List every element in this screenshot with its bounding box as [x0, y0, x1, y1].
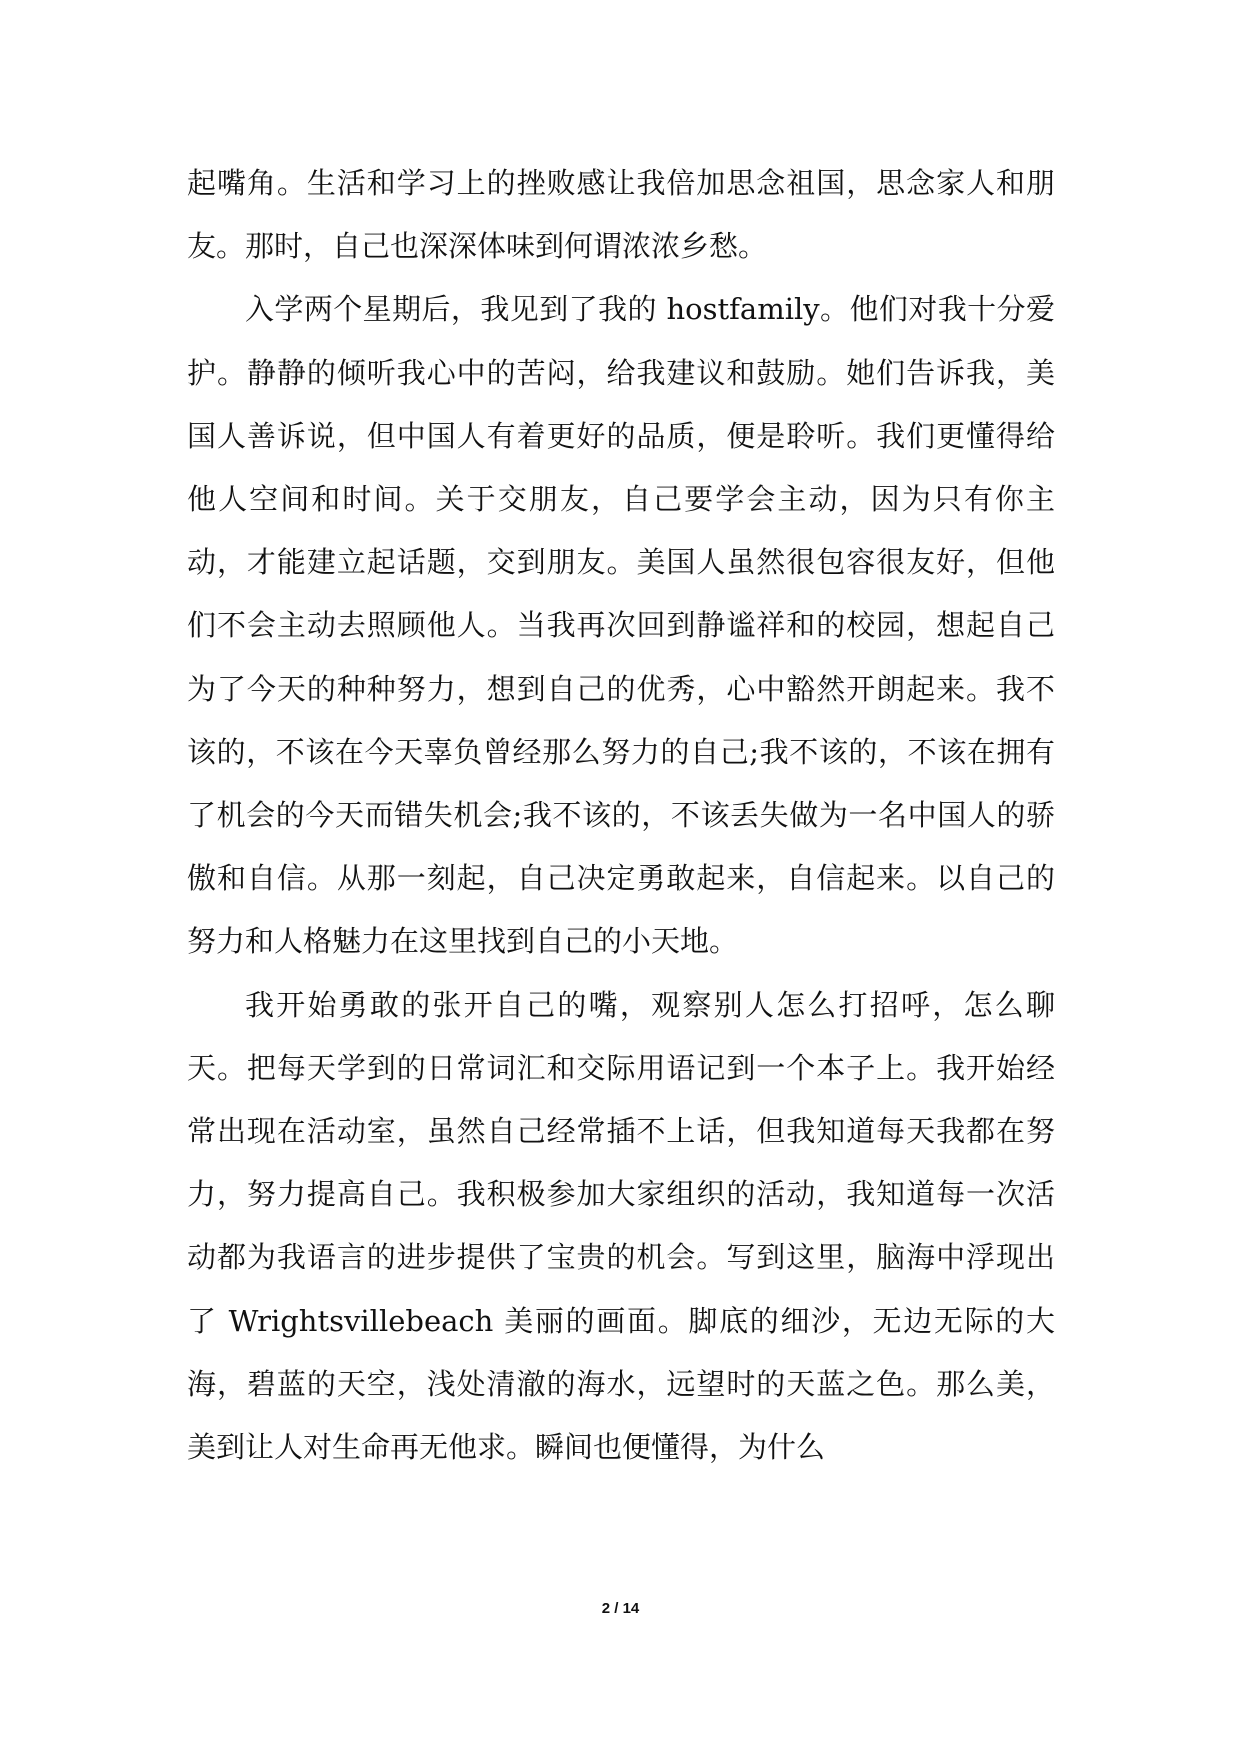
body-text [187, 152, 1055, 1479]
paragraph-2: 入学两个星期后，我见到了我的 hostfamily。他们对我十分爱护。静静的倾听我心中的苦闷，给我建议和鼓励。她们告诉我，美国人善诉说，但中国人有着更好的品质，便是聆听。我们更懂得给他人空间和时间。关于交朋友，自己要学会主动，因为只有你主动，才能建立起话题，交到朋友。美国人虽然很包容很友好，但他们不会主动去照顾他人。当我再次回到静谧祥和的校园，想起自己为了今天的种种努力，想到自己的优秀，心中豁然开朗起来。我不该的，不该在今天辜负曾经那么努力的自己;我不该的，不该在拥有了机会的今天而错失机会;我不该的，不该丢失做为一名中国人的骄傲和自信。从那一刻起，自己决定勇敢起来，自信起来。以自己的努力和人格魅力在这里找到自己的小天地。 [187, 292, 1055, 959]
page-number: 2 / 14 [601, 1600, 640, 1617]
paragraph-1: 起嘴角。生活和学习上的挫败感让我倍加思念祖国，思念家人和朋友。那时，自己也深深体味到何谓浓浓乡愁。 [187, 166, 1055, 264]
paragraph-3: 我开始勇敢的张开自己的嘴，观察别人怎么打招呼，怎么聊天。把每天学到的日常词汇和交际用语记到一个本子上。我开始经常出现在活动室，虽然自己经常插不上话，但我知道每天我都在努力，努力提高自己。我积极参加大家组织的活动，我知道每一次活动都为我语言的进步提供了宝贵的机会。写到这里，脑海中浮现出了 Wrightsvillebeach 美丽的画面。脚底的细沙，无边无际的大海，碧蓝的天空，浅处清澈的海水，远望时的天蓝之色。那么美，美到让人对生命再无他求。瞬间也便懂得，为什么 [187, 987, 1055, 1465]
